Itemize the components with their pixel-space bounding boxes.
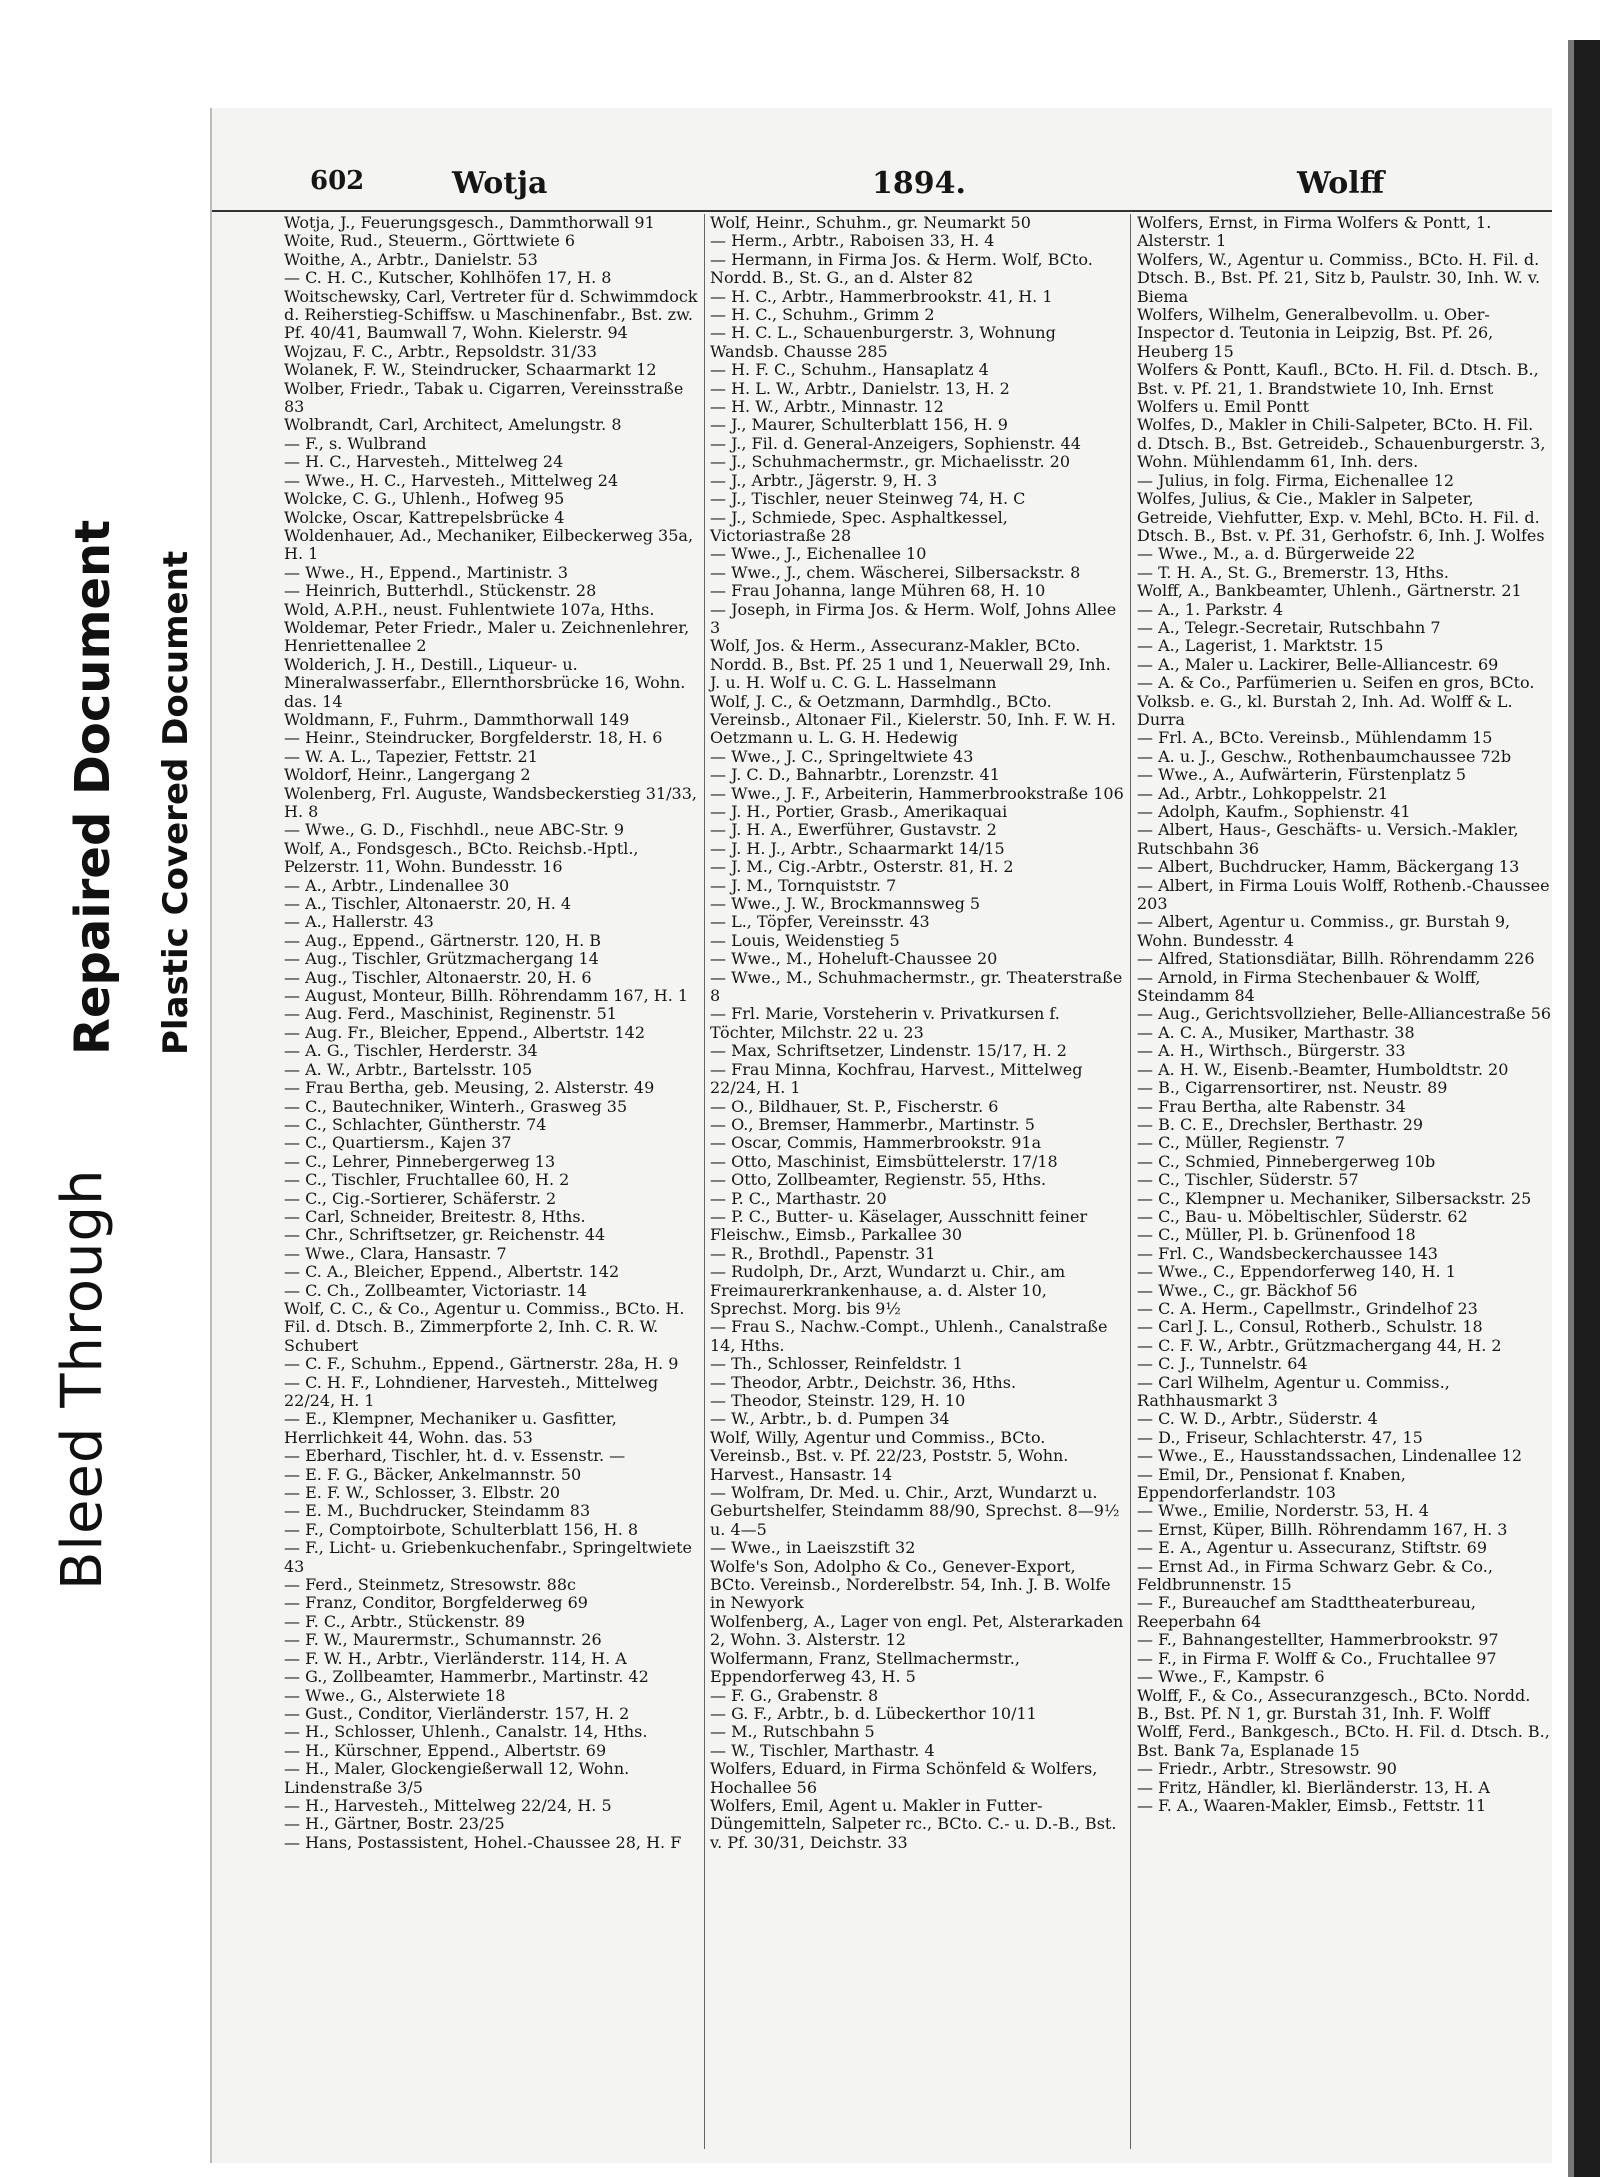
directory-entry: — Wwe., M., Hoheluft-Chaussee 20 [710,949,998,969]
directory-entry: — Arnold, in Firma Stechenbauer & Wolff, Steindamm 84 [1137,967,1486,1006]
directory-entry: Wolfers, Wilhelm, Generalbevollm. u. Ober-Inspector d. Teutonia in Leipzig, Bst. Pf. 26, Heuberg 15 [1137,305,1499,361]
directory-entry: — Wwe., H. C., Harvesteh., Mittelweg 24 [284,470,619,490]
directory-entry: — Wwe., J., Eichenallee 10 [710,544,927,564]
directory-entry: — Ad., Arbtr., Lohkoppelstr. 21 [1137,783,1389,803]
directory-entry: Woldemar, Peter Friedr., Maler u. Zeichnenlehrer, Henriettenallee 2 [284,617,695,656]
directory-entry: — W. A. L., Tapezier, Fettstr. 21 [284,746,538,766]
directory-entry: — F. W. H., Arbtr., Vierländerstr. 114, H. A [284,1648,627,1668]
directory-entry: — Carl, Schneider, Breitestr. 8, Hths. [284,1206,586,1226]
directory-entry: — J. H. J., Arbtr., Schaarmarkt 14/15 [710,838,1005,858]
directory-entry: Wolfes, D., Makler in Chili-Salpeter, BCto. H. Fil. d. Dtsch. B., Bst. Getreideb., Schauenburgerstr. 3, Wohn. Mühlendamm 61, Inh. ders. [1137,415,1551,472]
directory-entry: — Wwe., H., Eppend., Martinistr. 3 [284,562,569,582]
directory-entry: — J., Tischler, neuer Steinweg 74, H. C [710,489,1026,509]
caption-plastic-covered: Plastic Covered Document [156,550,196,1055]
directory-entry: — C., Schlachter, Güntherstr. 74 [284,1114,547,1134]
directory-page [210,108,1555,2163]
page-header [212,166,1552,212]
directory-entry: — F., Bahnangestellter, Hammerbrookstr. 97 [1137,1630,1499,1650]
directory-entry: — Aug., Eppend., Gärtnerstr. 120, H. B [284,930,601,950]
directory-entry: — Otto, Maschinist, Eimsbüttelerstr. 17/18 [710,1151,1058,1171]
directory-entry: — A., Tischler, Altonaerstr. 20, H. 4 [284,894,572,914]
directory-entry: — A. C. A., Musiker, Marthastr. 38 [1137,1022,1415,1042]
page-number: 602 [310,166,365,196]
directory-entry: — C. J., Tunnelstr. 64 [1137,1354,1308,1374]
directory-entry: — F., in Firma F. Wolff & Co., Fruchtallee 97 [1137,1648,1497,1668]
directory-entry: — Ernst, Küper, Billh. Röhrendamm 167, H. 3 [1137,1519,1508,1539]
directory-entry: Woldmann, F., Fuhrm., Dammthorwall 149 [284,709,630,729]
directory-entry: Wolf, A., Fondsgesch., BCto. Reichsb.-Hptl., Pelzerstr. 11, Wohn. Bundesstr. 16 [284,838,644,877]
directory-entry: — Friedr., Arbtr., Stresowstr. 90 [1137,1759,1397,1779]
directory-entry: Wolbrandt, Carl, Architect, Amelungstr. 8 [284,415,622,435]
directory-entry: Wolf, J. C., & Oetzmann, Darmhdlg., BCto. Vereinsb., Altonaer Fil., Kielerstr. 50, Inh. F. W. H. Oetzmann u. L. G. H. Hedewig [710,691,1122,748]
directory-entry: Wolff, F., & Co., Assecuranzgesch., BCto. Nordd. B., Bst. Pf. N 1, gr. Burstah 31, Inh. F. Wolff [1137,1685,1536,1723]
directory-entry: — M., Rutschbahn 5 [710,1722,875,1742]
directory-entry: — Frau Minna, Kochfrau, Harvest., Mittelweg 22/24, H. 1 [710,1059,1088,1098]
directory-entry: — Herm., Arbtr., Raboisen 33, H. 4 [710,231,995,251]
directory-entry: — Emil, Dr., Pensionat f. Knaben, Eppendorferlandstr. 103 [1137,1464,1411,1503]
directory-entry: — H. C. L., Schauenburgerstr. 3, Wohnung Wandsb. Chausse 285 [710,323,1061,361]
directory-entry: — E. A., Agentur u. Assecuranz, Stiftstr. 69 [1137,1538,1487,1558]
directory-entry: — W., Arbtr., b. d. Pumpen 34 [710,1409,950,1429]
directory-entry: — H. L. W., Arbtr., Danielstr. 13, H. 2 [710,378,1010,398]
directory-entry: — Max, Schriftsetzer, Lindenstr. 15/17, H. 2 [710,1041,1067,1061]
directory-entry: Wolfes, Julius, & Cie., Makler in Salpeter, Getreide, Viehfutter, Exp. v. Mehl, BCto. H. Fil. d. Dtsch. B., Bst. v. Pf. 31, Gerhofstr. 6, Inh. J. Wolfes [1137,489,1545,545]
directory-entry: Wolff, Ferd., Bankgesch., BCto. H. Fil. d. Dtsch. B., Bst. Bank 7a, Esplanade 15 [1137,1722,1555,1760]
directory-entry: — C. F. W., Arbtr., Grützmachergang 44, H. 2 [1137,1335,1502,1355]
directory-entry: — Carl J. L., Consul, Rotherb., Schulstr. 18 [1137,1317,1483,1337]
column-divider [1130,214,1131,2149]
directory-entry: Wotja, J., Feuerungsgesch., Dammthorwall 91 [284,213,655,232]
directory-entry: — Franz, Conditor, Borgfelderweg 69 [284,1593,588,1613]
directory-entry: — Wwe., A., Aufwärterin, Fürstenplatz 5 [1137,765,1467,785]
directory-entry: Wolderich, J. H., Destill., Liqueur- u. Mineralwasserfabr., Ellernthorsbrücke 16, Wohn. das. 14 [284,654,691,711]
directory-entry: — C. F., Schuhm., Eppend., Gärtnerstr. 28a, H. 9 [284,1354,679,1374]
directory-entry: — Wwe., C., gr. Bäckhof 56 [1137,1280,1358,1300]
directory-entry: — Wolfram, Dr. Med. u. Chir., Arzt, Wundarzt u. Geburtshelfer, Steindamm 88/90, Sprechst. 8—9½ u. 4—5 [710,1483,1125,1539]
directory-entry: — Wwe., in Laeiszstift 32 [710,1538,916,1558]
directory-entry: — C., Müller, Pl. b. Grünenfood 18 [1137,1225,1416,1245]
directory-entry: — C. Ch., Zollbeamter, Victoriastr. 14 [284,1280,587,1300]
directory-entry: — F., s. Wulbrand [284,433,427,453]
directory-entry: — W., Tischler, Marthastr. 4 [710,1740,935,1760]
directory-entry: — F., Licht- u. Griebenkuchenfabr., Springeltwiete 43 [284,1538,698,1576]
directory-entry: — J., Schuhmachermstr., gr. Michaelisstr. 20 [710,452,1070,472]
directory-entry: — P. C., Marthastr. 20 [710,1188,887,1208]
directory-entry: — A. & Co., Parfümerien u. Seifen en gros, BCto. Volksb. e. G., kl. Burstah 2, Inh. Ad. Wolff & L. Durra [1137,673,1540,729]
directory-entry: — J., Fil. d. General-Anzeigers, Sophienstr. 44 [710,433,1081,453]
directory-entry: Wolfers, Eduard, in Firma Schönfeld & Wolfers, Hochallee 56 [710,1759,1103,1797]
directory-entry: — A. W., Arbtr., Bartelsstr. 105 [284,1059,533,1079]
directory-entry: — Wwe., J., chem. Wäscherei, Silbersackstr. 8 [710,562,1081,582]
directory-entry: — A., Hallerstr. 43 [284,912,434,932]
directory-entry: — C., Quartiersm., Kajen 37 [284,1133,512,1153]
directory-entry: — A. H. W., Eisenb.-Beamter, Humboldtstr. 20 [1137,1059,1509,1079]
directory-entry: Wolenberg, Frl. Auguste, Wandsbeckerstieg 31/33, H. 8 [284,783,703,821]
directory-entry: — Chr., Schriftsetzer, gr. Reichenstr. 44 [284,1225,606,1245]
directory-entry: — R., Brothdl., Papenstr. 31 [710,1243,936,1263]
directory-entry: — B., Cigarrensortirer, nst. Neustr. 89 [1137,1078,1448,1098]
caption-bleed-through: Bleed Through [50,1168,115,1590]
directory-entry: Wolfers, Ernst, in Firma Wolfers & Pontt, 1. Alsterstr. 1 [1137,213,1497,251]
directory-entry: — C., Tischler, Fruchtallee 60, H. 2 [284,1170,570,1190]
directory-entry: — Frau Bertha, alte Rabenstr. 34 [1137,1096,1406,1116]
directory-entry: — J., Maurer, Schulterblatt 156, H. 9 [710,415,1008,435]
directory-entry: — Frl. Marie, Vorsteherin v. Privatkursen f. Töchter, Milchstr. 22 u. 23 [710,1004,1065,1042]
directory-entry: — L., Töpfer, Vereinsstr. 43 [710,912,930,932]
directory-entry: — C., Tischler, Süderstr. 57 [1137,1170,1359,1190]
directory-entry: — F. W., Maurermstr., Schumannstr. 26 [284,1630,602,1650]
directory-entry: — Ernst Ad., in Firma Schwarz Gebr. & Co., Feldbrunnenstr. 15 [1137,1556,1499,1595]
directory-entry: Wolanek, F. W., Steindrucker, Schaarmarkt 12 [284,360,657,380]
directory-entry: — Alfred, Stationsdiätar, Billh. Röhrendamm 226 [1137,949,1535,969]
right-guide-word: Wolff [1297,166,1385,201]
directory-entry: — J. C. D., Bahnarbtr., Lorenzstr. 41 [710,765,1000,785]
directory-column-2 [710,213,1129,2154]
left-guide-word: Wotja [452,166,548,201]
directory-entry: Woitschewsky, Carl, Vertreter für d. Schwimmdock d. Reiherstieg-Schiffsw. u Maschinenfabr., Bst. zw. Pf. 40/41, Baumwall 7, Wohn. Kielerstr. 94 [284,286,703,343]
directory-entry: — Carl Wilhelm, Agentur u. Commiss., Rathhausmarkt 3 [1137,1372,1455,1410]
directory-entry: — C., Schmied, Pinnebergerweg 10b [1137,1151,1436,1171]
directory-entry: — C., Bau- u. Möbeltischler, Süderstr. 62 [1137,1206,1468,1226]
directory-entry: — H., Maler, Glockengießerwall 12, Wohn. Lindenstraße 3/5 [284,1759,635,1797]
directory-entry: — Aug., Gerichtsvollzieher, Belle-Alliancestraße 56 [1137,1004,1552,1024]
directory-entry: — Frl. C., Wandsbeckerchaussee 143 [1137,1243,1438,1263]
directory-entry: Wold, A.P.H., neust. Fuhlentwiete 107a, Hths. [284,599,655,619]
directory-entry: Wolf, C. C., & Co., Agentur u. Commiss., BCto. H. Fil. d. Dtsch. B., Zimmerpforte 2, Inh. C. R. W. Schubert [284,1298,690,1355]
directory-entry: Wojzau, F. C., Arbtr., Repsoldstr. 31/33 [284,341,597,361]
directory-entry: — Albert, Agentur u. Commiss., gr. Burstah 9, Wohn. Bundesstr. 4 [1137,912,1516,950]
directory-column-1 [284,213,703,2154]
column-divider [704,214,705,2149]
directory-entry: — H. C., Schuhm., Grimm 2 [710,305,935,325]
year-heading: 1894. [872,166,966,201]
directory-entry: Wolfers & Pontt, Kaufl., BCto. H. Fil. d. Dtsch. B., Bst. v. Pf. 21, 1. Brandstwiete 10, Inh. Ernst Wolfers u. Emil Pontt [1137,360,1544,417]
directory-entry: Woithe, A., Arbtr., Danielstr. 53 [284,249,538,269]
directory-entry: Wolfenberg, A., Lager von engl. Pet, Alsterarkaden 2, Wohn. 3. Alsterstr. 12 [710,1611,1129,1650]
directory-entry: — A. G., Tischler, Herderstr. 34 [284,1041,538,1061]
directory-entry: — H. C., Harvesteh., Mittelweg 24 [284,452,564,472]
directory-entry: — G., Zollbeamter, Hammerbr., Martinstr. 42 [284,1667,649,1687]
directory-entry: — Frl. A., BCto. Vereinsb., Mühlendamm 15 [1137,728,1493,748]
directory-entry: — Wwe., F., Kampstr. 6 [1137,1667,1325,1687]
directory-entry: — Julius, in folg. Firma, Eichenallee 12 [1137,470,1455,490]
directory-entry: — Wwe., G., Alsterwiete 18 [284,1685,506,1705]
directory-entry: — Wwe., M., Schuhmachermstr., gr. Theaterstraße 8 [710,967,1128,1006]
directory-entry: — D., Friseur, Schlachterstr. 47, 15 [1137,1427,1423,1447]
directory-entry: — Wwe., J. C., Springeltwiete 43 [710,746,974,766]
directory-entry: — Theodor, Arbtr., Deichstr. 36, Hths. [710,1372,1017,1392]
directory-entry: — F. G., Grabenstr. 8 [710,1685,879,1705]
directory-entry: — J. M., Cig.-Arbtr., Osterstr. 81, H. 2 [710,857,1014,877]
directory-entry: Wolfers, W., Agentur u. Commiss., BCto. H. Fil. d. Dtsch. B., Bst. Pf. 21, Sitz b, Paulstr. 30, Inh. W. v. Biema [1137,249,1546,306]
directory-entry: — Rudolph, Dr., Arzt, Wundarzt u. Chir., am Freimaurerkrankenhause, a. d. Alster 10, Sprechst. Morg. bis 9½ [710,1262,1071,1318]
directory-entry: — A. u. J., Geschw., Rothenbaumchaussee 72b [1137,746,1512,766]
directory-entry: Wolf, Willy, Agentur und Commiss., BCto. Vereinsb., Bst. v. Pf. 22/23, Poststr. 5, Wohn. Harvest., Hansastr. 14 [710,1427,1074,1484]
directory-entry: Wolfers, Emil, Agent u. Makler in Futter-Düngemitteln, Salpeter rc., BCto. C.- u. D.-B., Bst. v. Pf. 30/31, Deichstr. 33 [710,1795,1122,1852]
directory-entry: — Albert, in Firma Louis Wolff, Rothenb.-Chaussee 203 [1137,875,1555,914]
directory-entry: — C. H. F., Lohndiener, Harvesteh., Mittelweg 22/24, H. 1 [284,1372,664,1410]
directory-entry: — Otto, Zollbeamter, Regienstr. 55, Hths. [710,1170,1047,1190]
directory-entry: — C., Müller, Regienstr. 7 [1137,1133,1345,1153]
directory-entry: — Albert, Haus-, Geschäfts- u. Versich.-Makler, Rutschbahn 36 [1137,820,1524,858]
directory-entry: — Frau S., Nachw.-Compt., Uhlenh., Canalstraße 14, Hths. [710,1317,1113,1355]
directory-entry: — O., Bremser, Hammerbr., Martinstr. 5 [710,1114,1035,1134]
directory-entry: Wolcke, Oscar, Kattrepelsbrücke 4 [284,507,565,527]
directory-entry: — F. A., Waaren-Makler, Eimsb., Fettstr. 11 [1137,1795,1487,1815]
directory-entry: — J. M., Tornquiststr. 7 [710,875,897,895]
directory-entry: — E. F. G., Bäcker, Ankelmannstr. 50 [284,1464,582,1484]
directory-entry: Wolcke, C. G., Uhlenh., Hofweg 95 [284,489,565,509]
directory-entry: — A., Telegr.-Secretair, Rutschbahn 7 [1137,617,1441,637]
directory-entry: — Wwe., M., a. d. Bürgerweide 22 [1137,544,1416,564]
directory-entry: — A., Maler u. Lackirer, Belle-Alliancestr. 69 [1137,654,1499,674]
directory-entry: — O., Bildhauer, St. P., Fischerstr. 6 [710,1096,999,1116]
directory-entry: — H., Kürschner, Eppend., Albertstr. 69 [284,1740,607,1760]
directory-entry: — Hans, Postassistent, Hohel.-Chaussee 28, H. F [284,1832,682,1852]
directory-entry: — Wwe., C., Eppendorferweg 140, H. 1 [1137,1262,1456,1282]
directory-entry: — Wwe., J. W., Brockmannsweg 5 [710,894,981,914]
directory-entry: — F., Bureauchef am Stadttheaterbureau, Reeperbahn 64 [1137,1593,1482,1631]
directory-entry: — A., Lagerist, 1. Marktstr. 15 [1137,636,1384,656]
directory-entry: — H. C., Arbtr., Hammerbrookstr. 41, H. 1 [710,286,1053,306]
directory-entry: — Wwe., J. F., Arbeiterin, Hammerbrookstraße 106 [710,783,1124,803]
directory-entry: — C. A., Bleicher, Eppend., Albertstr. 142 [284,1262,620,1282]
directory-entry: — Joseph, in Firma Jos. & Herm. Wolf, Johns Allee 3 [710,599,1122,637]
directory-entry: — August, Monteur, Billh. Röhrendamm 167, H. 1 [284,986,689,1006]
directory-entry: — F. C., Arbtr., Stückenstr. 89 [284,1611,526,1631]
directory-entry: — J., Schmiede, Spec. Asphaltkessel, Victoriastraße 28 [710,507,1013,545]
directory-entry: — C., Klempner u. Mechaniker, Silbersackstr. 25 [1137,1188,1532,1208]
directory-entry: — Wwe., Clara, Hansastr. 7 [284,1243,507,1263]
directory-entry: — C. H. C., Kutscher, Kohlhöfen 17, H. 8 [284,268,612,288]
directory-entry: — Aug., Tischler, Altonaerstr. 20, H. 6 [284,967,592,987]
directory-entry: — H., Schlosser, Uhlenh., Canalstr. 14, Hths. [284,1722,648,1742]
directory-entry: — Frau Johanna, lange Mühren 68, H. 10 [710,581,1046,601]
directory-entry: — Albert, Buchdrucker, Hamm, Bäckergang 13 [1137,857,1520,877]
directory-entry: — A., 1. Parkstr. 4 [1137,599,1284,619]
directory-entry: — Aug. Fr., Bleicher, Eppend., Albertstr. 142 [284,1022,646,1042]
directory-entry: Woldorf, Heinr., Langergang 2 [284,765,531,785]
directory-column-3 [1137,213,1555,2154]
directory-entry: — H. F. C., Schuhm., Hansaplatz 4 [710,360,989,380]
directory-entry: — E. M., Buchdrucker, Steindamm 83 [284,1501,591,1521]
directory-entry: — E. F. W., Schlosser, 3. Elbstr. 20 [284,1483,561,1503]
directory-entry: Wolber, Friedr., Tabak u. Cigarren, Vereinsstraße 83 [284,378,689,417]
directory-entry: — Fritz, Händler, kl. Bierländerstr. 13, H. A [1137,1777,1490,1797]
directory-entry: — Th., Schlosser, Reinfeldstr. 1 [710,1354,963,1374]
directory-entry: — E., Klempner, Mechaniker u. Gasfitter, Herrlichkeit 44, Wohn. das. 53 [284,1409,622,1447]
directory-entry: Wolf, Heinr., Schuhm., gr. Neumarkt 50 [710,213,1031,232]
directory-entry: — C., Cig.-Sortierer, Schäferstr. 2 [284,1188,557,1208]
directory-entry: — G. F., Arbtr., b. d. Lübeckerthor 10/11 [710,1703,1037,1723]
caption-repaired-document: Repaired Document [65,519,121,1055]
directory-entry: — Oscar, Commis, Hammerbrookstr. 91a [710,1133,1042,1153]
directory-entry: — Wwe., G. D., Fischhdl., neue ABC-Str. 9 [284,820,624,840]
directory-entry: — Heinr., Steindrucker, Borgfelderstr. 18, H. 6 [284,728,663,748]
directory-entry: — Louis, Weidenstieg 5 [710,930,900,950]
directory-entry: — J., Arbtr., Jägerstr. 9, H. 3 [710,470,938,490]
directory-entry: Wolfe's Son, Adolpho & Co., Genever-Export, BCto. Vereinsb., Norderelbstr. 54, Inh. J. B. Wolfe in Newyork [710,1556,1116,1613]
directory-entry: — Aug., Tischler, Grützmachergang 14 [284,949,599,969]
directory-entry: — H., Gärtner, Bostr. 23/25 [284,1814,505,1834]
directory-entry: — C., Bautechniker, Winterh., Grasweg 35 [284,1096,628,1116]
directory-entry: — H. W., Arbtr., Minnastr. 12 [710,397,944,417]
directory-entry: — Eberhard, Tischler, ht. d. v. Essenstr. — [284,1446,626,1466]
directory-entry: — Adolph, Kaufm., Sophienstr. 41 [1137,802,1411,821]
directory-entry: — C., Lehrer, Pinnebergerweg 13 [284,1151,556,1171]
directory-entry: — A., Arbtr., Lindenallee 30 [284,875,510,895]
directory-entry: — T. H. A., St. G., Bremerstr. 13, Hths. [1137,562,1449,582]
directory-entry: — Aug. Ferd., Maschinist, Reginenstr. 51 [284,1004,617,1024]
directory-entry: — C. A. Herm., Capellmstr., Grindelhof 23 [1137,1298,1478,1318]
directory-entry: — Ferd., Steinmetz, Stresowstr. 88c [284,1575,576,1595]
directory-entry: — Wwe., E., Hausstandssachen, Lindenallee 12 [1137,1446,1523,1466]
directory-entry: — C. W. D., Arbtr., Süderstr. 4 [1137,1409,1378,1429]
directory-entry: Wolfermann, Franz, Stellmachermstr., Eppendorferweg 43, H. 5 [710,1648,1025,1687]
directory-entry: — Wwe., Emilie, Norderstr. 53, H. 4 [1137,1501,1429,1521]
directory-entry: — Gust., Conditor, Vierländerstr. 157, H. 2 [284,1703,630,1723]
directory-entry: — P. C., Butter- u. Käselager, Ausschnitt feiner Fleischw., Eimsb., Parkallee 30 [710,1206,1093,1245]
directory-entry: — Theodor, Steinstr. 129, H. 10 [710,1391,966,1410]
directory-entry: — Frau Bertha, geb. Meusing, 2. Alsterstr. 49 [284,1078,655,1098]
directory-entry: — A. H., Wirthsch., Bürgerstr. 33 [1137,1041,1406,1061]
scan-edge-strip [1568,40,1600,2177]
directory-entry: Wolf, Jos. & Herm., Assecuranz-Makler, BCto. Nordd. B., Bst. Pf. 25 1 und 1, Neuerwall 29, Inh. J. u. H. Wolf u. C. G. L. Hasselmann [710,636,1116,693]
directory-entry: Woldenhauer, Ad., Mechaniker, Eilbeckerweg 35a, H. 1 [284,525,699,564]
directory-entry: — H., Harvesteh., Mittelweg 22/24, H. 5 [284,1795,612,1815]
directory-entry: — J. H., Portier, Grasb., Amerikaquai [710,802,1008,821]
directory-entry: — J. H. A., Ewerführer, Gustavstr. 2 [710,820,997,840]
directory-entry: — Hermann, in Firma Jos. & Herm. Wolf, BCto. Nordd. B., St. G., an d. Alster 82 [710,249,1098,288]
directory-entry: — B. C. E., Drechsler, Berthastr. 29 [1137,1114,1424,1134]
directory-entry: Woite, Rud., Steuerm., Görttwiete 6 [284,231,576,251]
directory-entry: — F., Comptoirbote, Schulterblatt 156, H. 8 [284,1519,639,1539]
directory-entry: — Heinrich, Butterhdl., Stückenstr. 28 [284,581,597,601]
directory-entry: Wolff, A., Bankbeamter, Uhlenh., Gärtnerstr. 21 [1137,581,1522,601]
